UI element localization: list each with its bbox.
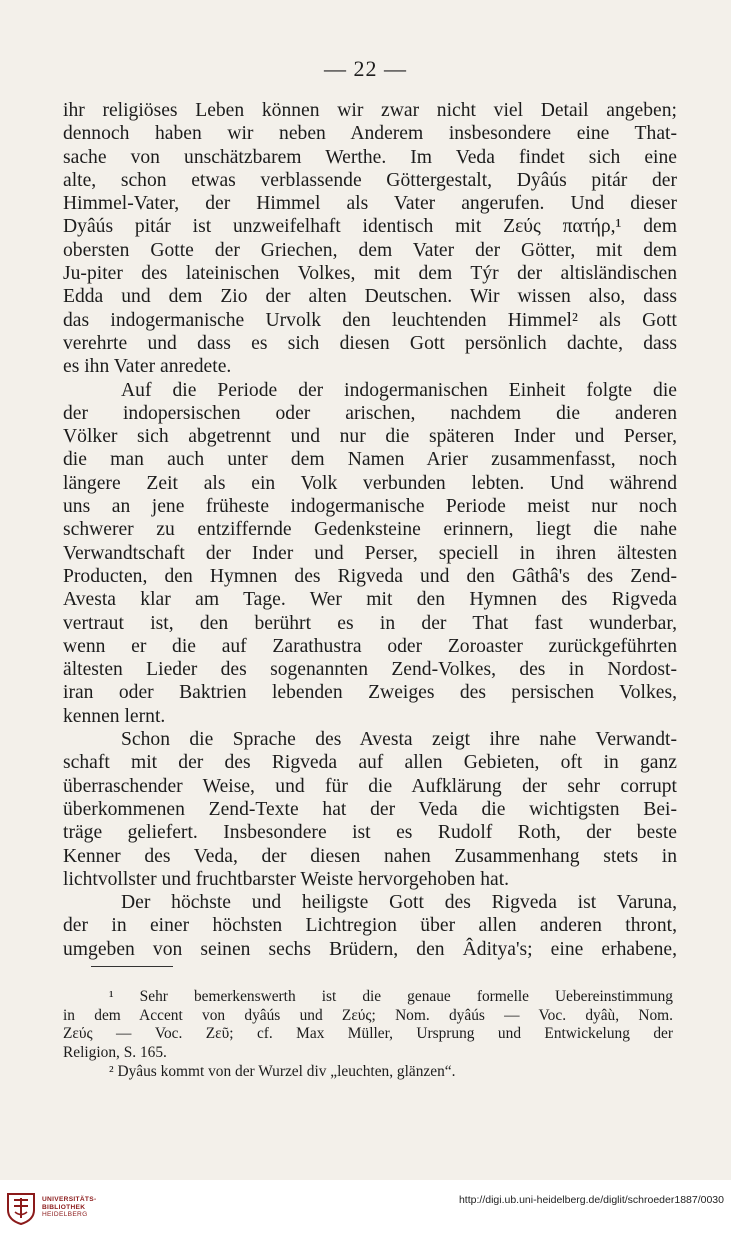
text-line: die man auch unter dem Namen Arier zusammenfasst, noch (63, 449, 677, 471)
text-line: schwerer zu entziffernde Gedenksteine erinnern, liegt die nahe (63, 519, 677, 541)
text-line: der indopersischen oder arischen, nachdem die anderen (63, 402, 677, 424)
footnote-line: Religion, S. 165. (63, 1044, 167, 1062)
text-line: längere Zeit als ein Volk verbunden lebten. Und während (63, 472, 677, 494)
library-name[interactable] (42, 1196, 96, 1219)
paragraph (63, 891, 677, 961)
text-line: Kenner des Veda, der diesen nahen Zusammenhang stets in (63, 845, 677, 867)
footnote-line: ² Dyâus kommt von der Wurzel div „leuchten, glänzen“. (109, 1062, 456, 1080)
text-line: es ihn Vater anredete. (63, 356, 232, 378)
viewer-footer (0, 1180, 731, 1236)
text-line: ältesten Lieder des sogenannten Zend-Volkes, des in Nordost- (63, 659, 677, 681)
text-line: Auf die Periode der indogermanischen Einheit folgte die (121, 379, 677, 401)
text-line: verehrte und dass es sich diesen Gott persönlich dachte, dass (63, 332, 677, 354)
text-line: uns an jene früheste indogermanische Periode meist nur noch (63, 496, 677, 518)
footnote-line: ¹ Sehr bemerkenswerth ist die genaue formelle Uebereinstimmung (109, 988, 673, 1005)
text-line: Dyâús pitár ist unzweifelhaft identisch mit Ζεύς πατήρ,¹ dem (63, 216, 677, 238)
text-line: lichtvollster und fruchtbarster Weiste hervorgehoben hat. (63, 868, 510, 890)
text-line: schaft mit der des Rigveda auf allen Gebieten, oft in ganz (63, 752, 677, 774)
paragraph (63, 728, 677, 891)
paragraph (63, 99, 677, 379)
paragraph (63, 379, 677, 728)
library-name-line: BIBLIOTHEK (42, 1203, 86, 1211)
text-line: Der höchste und heiligste Gott des Rigveda ist Varuna, (121, 892, 677, 914)
text-line: Verwandtschaft der Inder und Perser, speciell in ihren ältesten (63, 542, 677, 564)
text-line: Ju-piter des lateinischen Volkes, mit dem Týr der altisländischen (63, 263, 677, 285)
text-line: Völker sich abgetrennt und nur die späteren Inder und Perser, (63, 426, 677, 448)
text-line: vertraut ist, den berührt es in der That fast wunderbar, (63, 612, 677, 634)
footnotes (63, 988, 673, 1082)
text-line: überraschender Weise, und für die Aufklärung der sehr corrupt (63, 775, 677, 797)
footnote-divider (91, 966, 173, 967)
university-seal-icon[interactable] (6, 1190, 36, 1226)
text-line: Schon die Sprache des Avesta zeigt ihre nahe Verwandt- (121, 729, 677, 751)
library-name-line: UNIVERSITÄTS- (42, 1196, 97, 1203)
library-name-line: HEIDELBERG (42, 1211, 88, 1219)
text-line: sache von unschätzbarem Werthe. Im Veda findet sich eine (63, 146, 677, 168)
main-text (63, 99, 677, 961)
page-number: — 22 — (324, 56, 407, 81)
text-line: kennen lernt. (63, 705, 166, 727)
text-line: Producten, den Hymnen des Rigveda und den Gâthâ's des Zend- (63, 565, 677, 587)
footnote-line: Ζεύς — Voc. Ζεῦ; cf. Max Müller, Ursprung und Entwickelung der (63, 1025, 673, 1043)
text-line: dennoch haben wir neben Anderem insbesondere eine That- (63, 123, 677, 145)
text-line: Edda und dem Zio der alten Deutschen. Wir wissen also, dass (63, 286, 677, 308)
text-line: Avesta klar am Tage. Wer mit den Hymnen des Rigveda (63, 589, 677, 611)
text-line: überkommenen Zend-Texte hat der Veda die wichtigsten Bei- (63, 798, 677, 820)
text-line: umgeben von seinen sechs Brüdern, den Âditya's; eine erhabene, (63, 938, 677, 960)
text-line: träge geliefert. Insbesondere ist es Rudolf Roth, der beste (63, 822, 677, 844)
text-line: iran oder Baktrien lebenden Zweiges des persischen Volkes, (63, 682, 677, 704)
text-line: der in einer höchsten Lichtregion über allen anderen thront, (63, 915, 677, 937)
text-line: obersten Gotte der Griechen, dem Vater der Götter, mit dem (63, 239, 677, 261)
text-line: das indogermanische Urvolk den leuchtenden Himmel² als Gott (63, 309, 677, 331)
text-line: Himmel-Vater, der Himmel als Vater angerufen. Und dieser (63, 193, 677, 215)
text-line: ihr religiöses Leben können wir zwar nicht viel Detail angeben; (63, 100, 677, 121)
permalink-url[interactable]: http://digi.ub.uni-heidelberg.de/diglit/schroeder1887/0030 (458, 1194, 724, 1206)
text-line: wenn er die auf Zarathustra oder Zoroaster zurückgeführten (63, 635, 677, 657)
footnote-line: in dem Accent von dyâús und Ζεύς; Nom. dyâús — Voc. dyâù, Nom. (63, 1006, 673, 1024)
text-line: alte, schon etwas verblassende Göttergestalt, Dyâús pitár der (63, 169, 677, 191)
